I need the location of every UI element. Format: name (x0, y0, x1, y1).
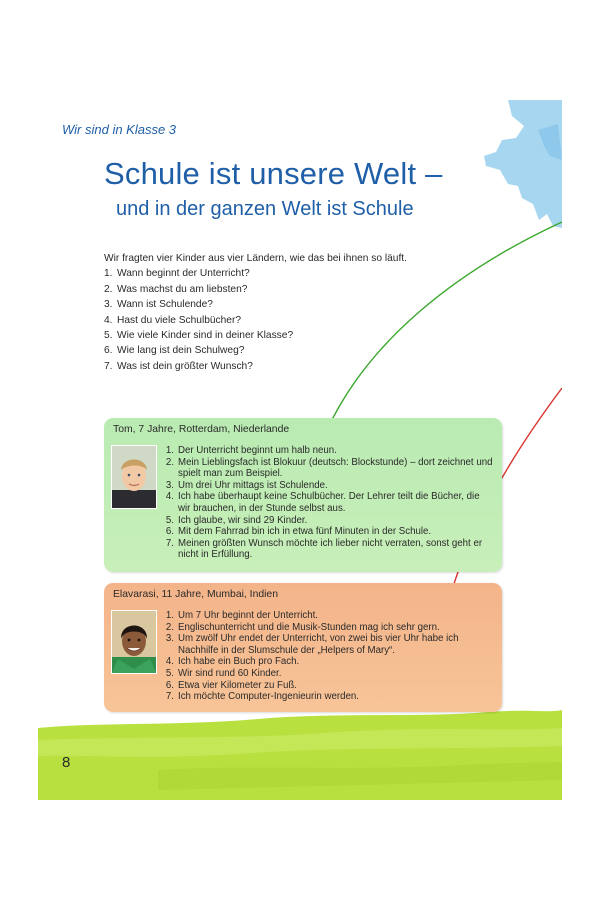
answer-text: Um drei Uhr mittags ist Schulende. (178, 479, 328, 491)
answer-text: Ich glaube, wir sind 29 Kinder. (178, 514, 308, 526)
girl-portrait-image (112, 611, 156, 673)
question-text: Wann beginnt der Unterricht? (117, 268, 250, 280)
answer-text: Ich möchte Computer-Ingenieurin werden. (178, 691, 359, 703)
answer-text: Englischunterricht und die Musik-Stunden mag ich sehr gern. (178, 621, 440, 633)
question-number: 5. (104, 330, 113, 342)
answer-text: Um 7 Uhr beginnt der Unterricht. (178, 610, 318, 621)
answer-number: 4. (165, 656, 174, 668)
interview-card-elavarasi (104, 583, 502, 712)
answer-item (160, 457, 494, 480)
answer-number: 1. (165, 445, 174, 456)
question-item (104, 328, 484, 343)
question-text: Was machst du am liebsten? (117, 283, 248, 295)
answer-item (160, 491, 494, 514)
answer-item (160, 538, 494, 561)
card-header-tom: Tom, 7 Jahre, Rotterdam, Niederlande (113, 424, 290, 435)
question-number: 1. (104, 268, 113, 280)
question-number: 2. (104, 283, 113, 295)
question-item (104, 343, 484, 358)
intro-block (104, 251, 484, 374)
answer-text: Der Unterricht beginnt um halb neun. (178, 445, 337, 456)
question-text: Hast du viele Schulbücher? (117, 314, 242, 326)
textbook-page (38, 100, 562, 800)
question-text: Wann ist Schulende? (117, 299, 213, 311)
answer-number: 7. (165, 691, 174, 703)
answer-item (160, 668, 494, 680)
answer-text: Wir sind rund 60 Kinder. (178, 667, 282, 679)
answer-item (160, 680, 494, 692)
intro-text: Wir fragten vier Kinder aus vier Ländern, wie das bei ihnen so läuft. (104, 253, 407, 264)
answer-item (160, 633, 494, 656)
question-item (104, 297, 484, 312)
answer-number: 2. (165, 621, 174, 633)
answer-text: Mit dem Fahrrad bin ich in etwa fünf Minuten in der Schule. (178, 526, 432, 538)
answer-list-tom (160, 445, 494, 561)
portrait-tom (111, 445, 157, 509)
answer-number: 7. (165, 537, 174, 549)
question-number: 7. (104, 360, 113, 372)
portrait-elavarasi (111, 610, 157, 674)
answer-number: 1. (165, 610, 174, 621)
answer-text: Um zwölf Uhr endet der Unterricht, von zwei bis vier Uhr habe ich Nachhilfe in der Slumschule der „Helpers of Mary“. (178, 633, 459, 656)
answer-number: 5. (165, 514, 174, 526)
page-title: Schule ist unsere Welt – (104, 156, 443, 191)
question-item (104, 266, 484, 281)
answer-item (160, 445, 494, 457)
answer-number: 3. (165, 633, 174, 645)
answer-list-elavarasi (160, 610, 494, 703)
answer-number: 6. (165, 679, 174, 691)
card-header-elavarasi: Elavarasi, 11 Jahre, Mumbai, Indien (113, 589, 278, 600)
question-item (104, 359, 484, 374)
interview-card-tom (104, 418, 502, 572)
answer-number: 6. (165, 526, 174, 538)
answer-text: Ich habe überhaupt keine Schulbücher. Der Lehrer teilt die Bücher, die wir brauchen, in der Stunde selbst aus. (178, 491, 480, 514)
answer-number: 2. (165, 456, 174, 468)
answer-number: 3. (165, 479, 174, 491)
answer-text: Ich habe ein Buch pro Fach. (178, 656, 300, 668)
question-number: 6. (104, 345, 113, 357)
question-number: 3. (104, 299, 113, 311)
answer-item (160, 691, 494, 703)
question-text: Wie lang ist dein Schulweg? (117, 345, 245, 357)
answer-text: Meinen größten Wunsch möchte ich lieber nicht verraten, sonst geht er nicht in Erfüllung. (178, 537, 483, 561)
answer-text: Etwa vier Kilometer zu Fuß. (178, 679, 297, 691)
boy-portrait-image (112, 446, 156, 508)
answer-text: Mein Lieblingsfach ist Blokuur (deutsch: Blockstunde) – dort zeichnet und spielt man zum Beispiel. (178, 456, 493, 480)
page-number: 8 (62, 754, 71, 771)
question-text: Was ist dein größter Wunsch? (117, 360, 253, 372)
question-list (104, 266, 484, 374)
question-item (104, 282, 484, 297)
answer-item (160, 526, 494, 538)
answer-item (160, 515, 494, 527)
map-shape (484, 100, 562, 228)
question-item (104, 313, 484, 328)
section-label: Wir sind in Klasse 3 (62, 122, 177, 137)
answer-number: 5. (165, 667, 174, 679)
answer-item (160, 480, 494, 492)
answer-item (160, 610, 494, 622)
answer-number: 4. (165, 491, 174, 503)
answer-item (160, 656, 494, 668)
answer-item (160, 622, 494, 634)
question-text: Wie viele Kinder sind in deiner Klasse? (117, 330, 294, 342)
question-number: 4. (104, 314, 113, 326)
page-subtitle: und in der ganzen Welt ist Schule (116, 198, 414, 220)
